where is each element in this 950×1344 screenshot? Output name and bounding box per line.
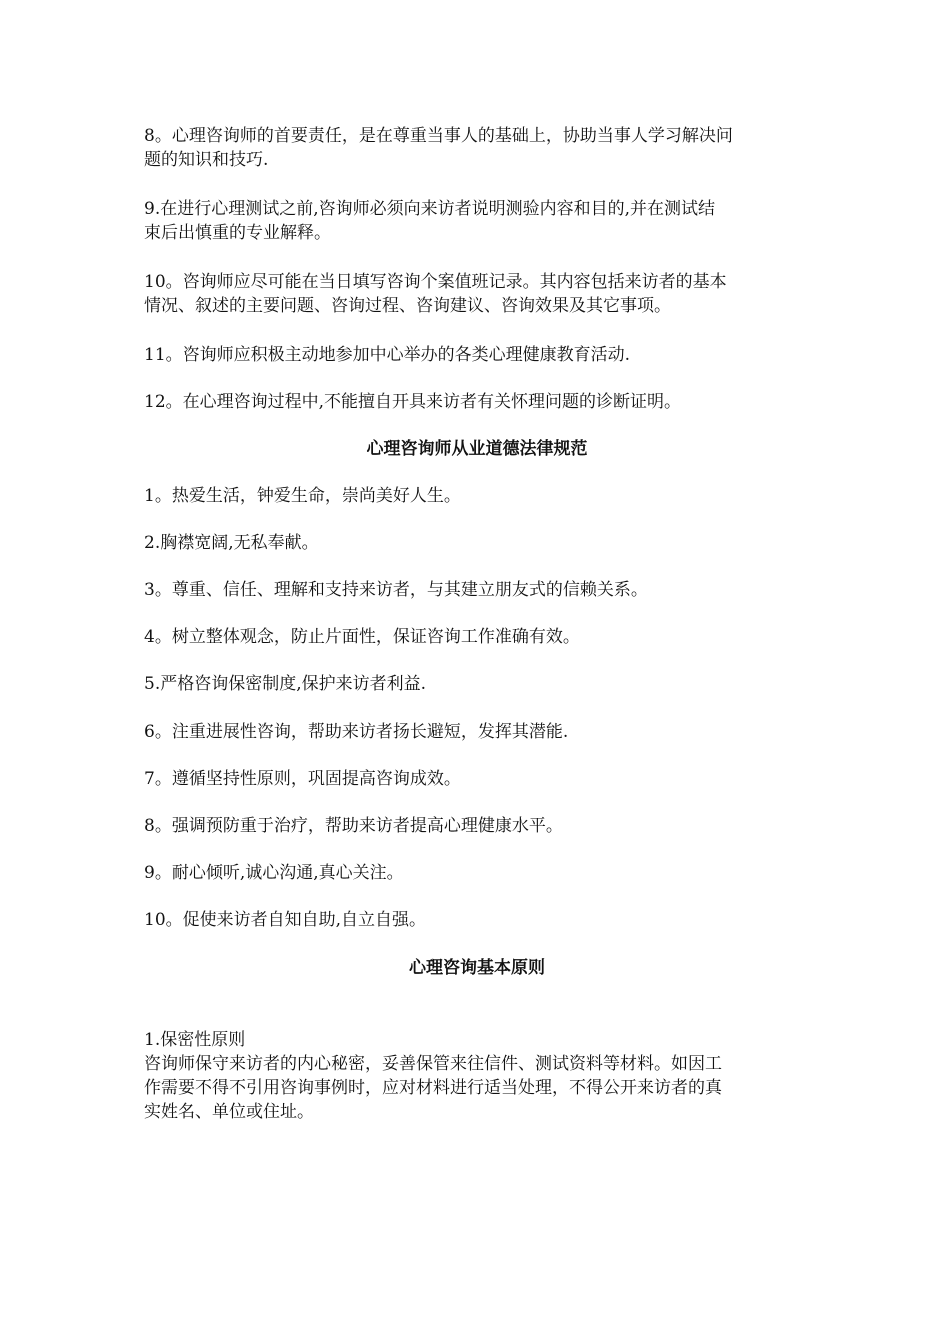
rule-item-line: 9.在进行心理测试之前,咨询师必须向来访者说明测验内容和目的,并在测试结 <box>144 199 716 219</box>
section-heading-ethics: 心理咨询师从业道德法律规范 <box>366 439 588 459</box>
ethics-item-7: 7。遵循坚持性原则，巩固提高咨询成效。 <box>144 769 461 789</box>
ethics-item-8: 8。强调预防重于治疗，帮助来访者提高心理健康水平。 <box>144 816 563 836</box>
rule-item-8 <box>144 124 810 172</box>
ethics-item-4: 4。树立整体观念，防止片面性，保证咨询工作准确有效。 <box>144 627 580 647</box>
rule-item-line: 束后出慎重的专业解释。 <box>144 223 331 243</box>
rule-item-line: 10。咨询师应尽可能在当日填写咨询个案值班记录。其内容包括来访者的基本 <box>144 272 727 292</box>
rule-item-line: 8。心理咨询师的首要责任，是在尊重当事人的基础上，协助当事人学习解决问 <box>144 126 733 146</box>
ethics-item-9: 9。耐心倾听,诚心沟通,真心关注。 <box>144 863 404 883</box>
section-heading-principles: 心理咨询基本原则 <box>409 958 545 978</box>
rule-item-line: 12。在心理咨询过程中,不能擅自开具来访者有关怀理问题的诊断证明。 <box>144 392 682 412</box>
rule-item-line: 11。咨询师应积极主动地参加中心举办的各类心理健康教育活动. <box>144 345 631 365</box>
ethics-item-10: 10。促使来访者自知自助,自立自强。 <box>144 910 427 930</box>
rule-item-line: 情况、叙述的主要问题、咨询过程、咨询建议、咨询效果及其它事项。 <box>144 296 671 316</box>
rule-item-12 <box>144 390 810 414</box>
ethics-item-2: 2.胸襟宽阔,无私奉献。 <box>144 533 319 553</box>
rule-item-10 <box>144 270 810 318</box>
rule-item-11 <box>144 343 810 367</box>
principle-line: 咨询师保守来访者的内心秘密，妥善保管来往信件、测试资料等材料。如因工 <box>144 1054 722 1074</box>
ethics-item-3: 3。尊重、信任、理解和支持来访者，与其建立朋友式的信赖关系。 <box>144 580 648 600</box>
principle-block <box>144 1028 810 1124</box>
principle-title: 1.保密性原则 <box>144 1030 246 1050</box>
principle-line: 作需要不得不引用咨询事例时，应对材料进行适当处理，不得公开来访者的真 <box>144 1078 722 1098</box>
rule-item-9 <box>144 197 810 245</box>
principle-line: 实姓名、单位或住址。 <box>144 1102 314 1122</box>
ethics-item-1: 1。热爱生活，钟爱生命，崇尚美好人生。 <box>144 486 461 506</box>
ethics-item-5: 5.严格咨询保密制度,保护来访者利益. <box>144 674 427 694</box>
rule-item-line: 题的知识和技巧. <box>144 150 269 170</box>
ethics-item-6: 6。注重进展性咨询，帮助来访者扬长避短，发挥其潜能. <box>144 722 569 742</box>
